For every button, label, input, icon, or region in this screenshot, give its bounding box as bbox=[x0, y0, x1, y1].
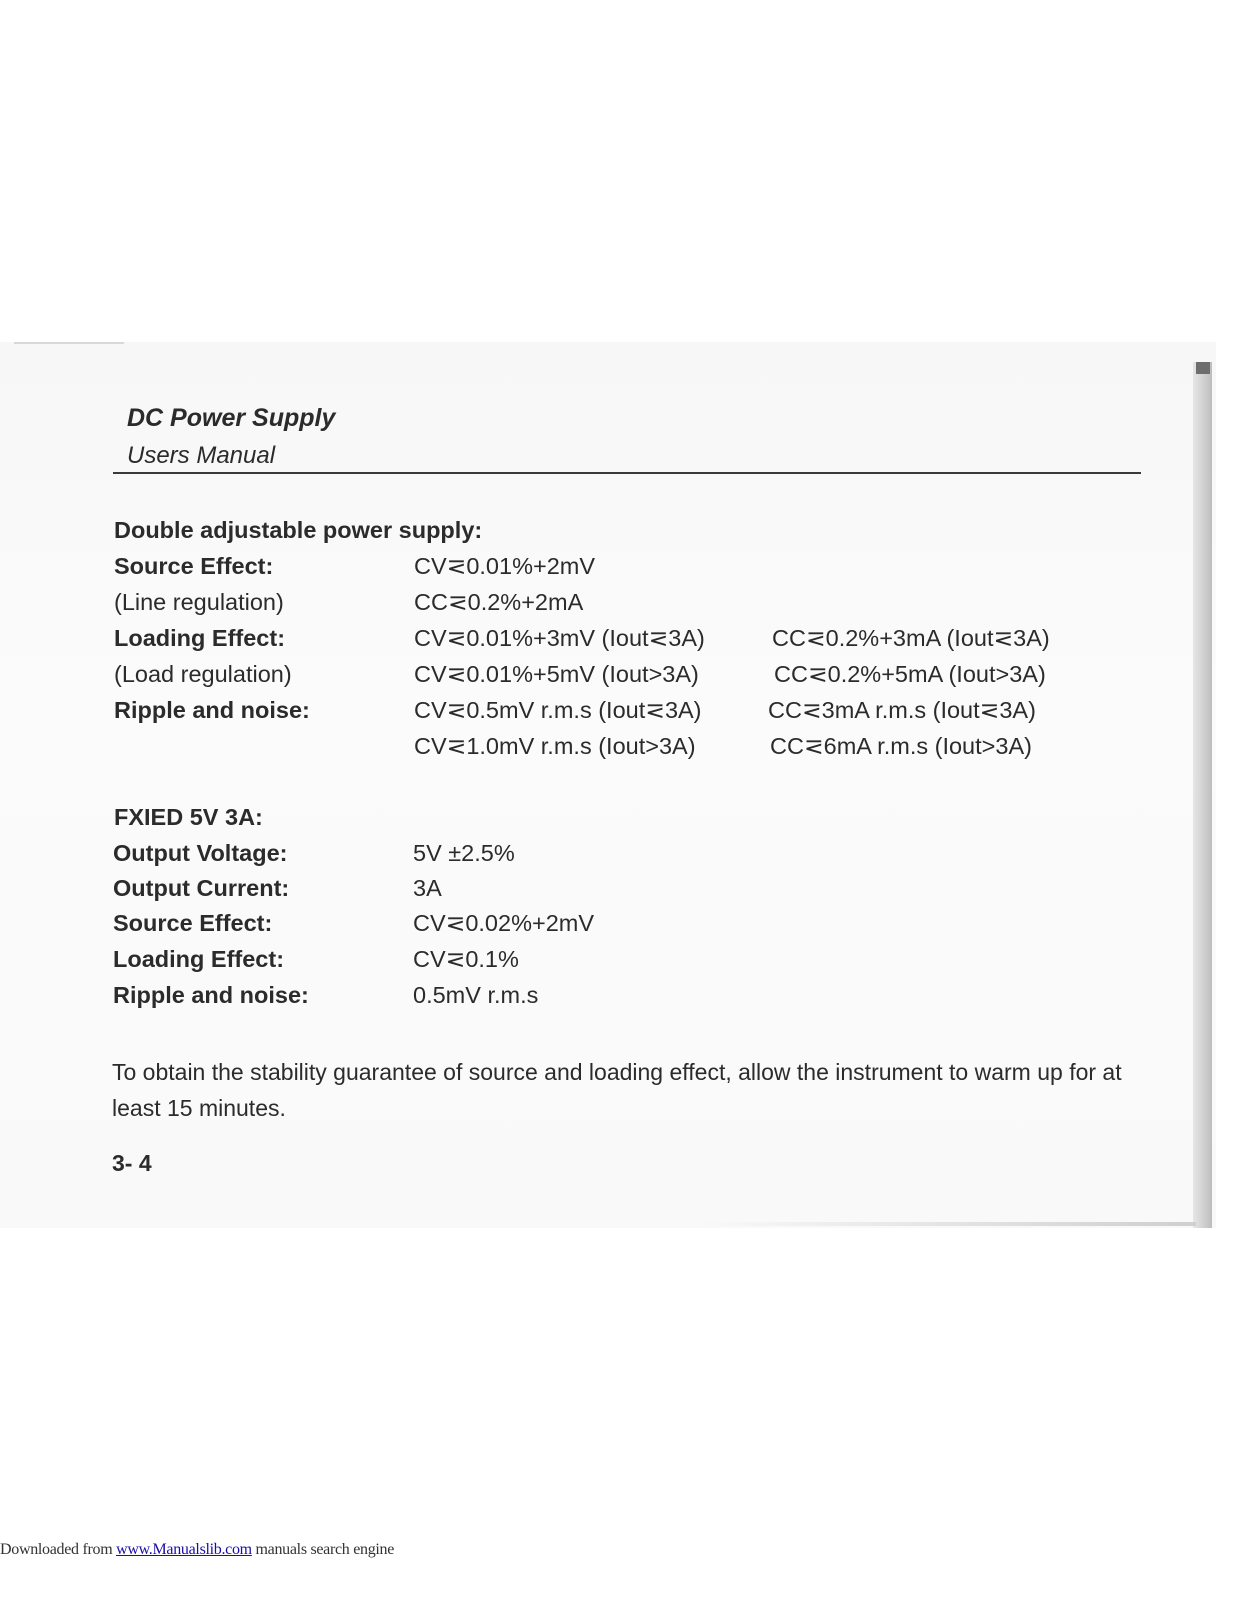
spec-label: (Line regulation) bbox=[114, 589, 284, 615]
spec-value: CV⋜0.01%+5mV (Iout>3A) bbox=[414, 661, 699, 687]
footer-suffix: manuals search engine bbox=[251, 1541, 395, 1558]
spec-label: Source Effect: bbox=[113, 910, 273, 936]
spec-value: CC⋜0.2%+2mA bbox=[414, 589, 584, 615]
spec-label: Ripple and noise: bbox=[113, 982, 309, 1008]
spec-label: Loading Effect: bbox=[114, 625, 286, 651]
spec-label: Source Effect: bbox=[114, 553, 274, 579]
header-divider bbox=[113, 472, 1141, 474]
spec-value-cc: CC⋜6mA r.m.s (Iout>3A) bbox=[770, 733, 1032, 759]
spec-value: 0.5mV r.m.s bbox=[413, 982, 539, 1008]
spec-value: CV⋜0.1% bbox=[413, 946, 519, 972]
spec-label: Loading Effect: bbox=[113, 946, 285, 972]
document-title: DC Power Supply bbox=[127, 404, 336, 432]
sheet-edge-shadow bbox=[1196, 362, 1210, 374]
sheet-edge-right bbox=[1193, 362, 1212, 1228]
spec-value: CV⋜0.01%+2mV bbox=[414, 553, 596, 579]
download-footer bbox=[0, 1541, 394, 1559]
sheet-edge-top bbox=[14, 342, 124, 344]
spec-value: CV⋜0.5mV r.m.s (Iout⋜3A) bbox=[414, 697, 702, 723]
footer-prefix: Downloaded from bbox=[0, 1541, 117, 1558]
spec-label: Output Voltage: bbox=[113, 840, 288, 866]
spec-value-cc: CC⋜3mA r.m.s (Iout⋜3A) bbox=[768, 697, 1036, 723]
spec-value: CV⋜0.02%+2mV bbox=[413, 910, 595, 936]
document-subtitle: Users Manual bbox=[127, 442, 276, 469]
spec-label: Output Current: bbox=[113, 875, 290, 901]
spec-value: CV⋜0.01%+3mV (Iout⋜3A) bbox=[414, 625, 705, 651]
spec-value: 3A bbox=[413, 875, 442, 901]
warm-up-note: To obtain the stability guarantee of source and loading effect, allow the instrument to warm up for at least 15 minutes. bbox=[112, 1059, 1122, 1121]
spec-value: CV⋜1.0mV r.m.s (Iout>3A) bbox=[414, 733, 696, 759]
spec-label: Ripple and noise: bbox=[114, 697, 310, 723]
section-heading-double-supply: Double adjustable power supply: bbox=[114, 517, 483, 543]
spec-label: (Load regulation) bbox=[114, 661, 292, 687]
page-number: 3- 4 bbox=[112, 1150, 152, 1176]
spec-value: 5V ±2.5% bbox=[413, 840, 515, 866]
spec-value-cc: CC⋜0.2%+5mA (Iout>3A) bbox=[774, 661, 1046, 687]
manualslib-link[interactable]: www.Manualslib.com bbox=[116, 1541, 252, 1558]
spec-value-cc: CC⋜0.2%+3mA (Iout⋜3A) bbox=[772, 625, 1050, 651]
section-heading-fixed-supply: FXIED 5V 3A: bbox=[114, 804, 263, 830]
sheet-edge-bottom bbox=[700, 1222, 1196, 1226]
